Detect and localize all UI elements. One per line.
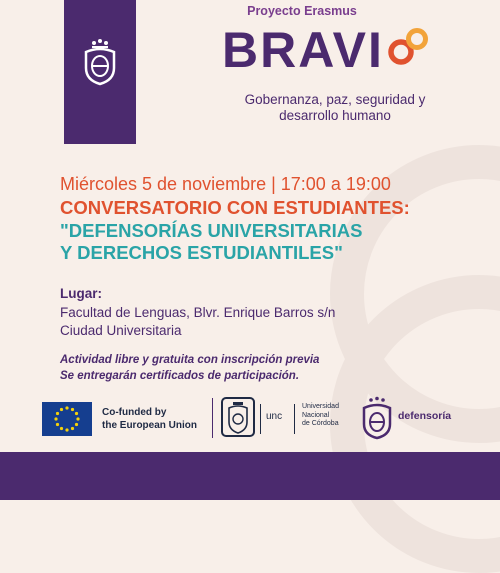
project-label: Proyecto Erasmus — [247, 4, 357, 18]
brand-circles-icon — [386, 25, 428, 69]
unc-full-name — [302, 403, 339, 429]
defensoria-wordmark: defensoría — [398, 410, 452, 422]
project-subtitle — [210, 92, 460, 124]
venue-address — [60, 304, 480, 340]
note-line1: Actividad libre y gratuita con inscripción previa — [60, 354, 320, 366]
topic-line2: Y DERECHOS ESTUDIANTILES" — [60, 242, 343, 263]
unc-divider-2 — [294, 404, 295, 434]
event-topic — [60, 220, 480, 264]
eu-line2: the European Union — [102, 420, 197, 431]
defensoria-seal-icon — [360, 396, 394, 440]
university-seal-icon — [82, 38, 118, 86]
unc-name-line3: de Córdoba — [302, 420, 339, 427]
venue-line2: Ciudad Universitaria — [60, 323, 182, 338]
unc-abbreviation: unc — [266, 411, 283, 422]
eu-cofunded-text — [102, 406, 197, 432]
bravio-logo — [222, 20, 428, 80]
eu-line1: Co-funded by — [102, 407, 167, 418]
topic-line1: "DEFENSORÍAS UNIVERSITARIAS — [60, 220, 363, 241]
unc-name-line2: Nacional — [302, 411, 330, 419]
venue-line1: Facultad de Lenguas, Blvr. Enrique Barros s/n — [60, 305, 336, 320]
unc-divider — [260, 404, 261, 434]
event-notes — [60, 352, 319, 384]
footer-band — [0, 452, 500, 500]
subtitle-line1: Gobernanza, paz, seguridad y — [244, 92, 426, 107]
subtitle-line2: desarrollo humano — [279, 108, 391, 123]
unc-seal-icon — [220, 396, 256, 438]
seal-banner — [64, 0, 136, 144]
venue-label: Lugar: — [60, 286, 102, 301]
brand-wordmark: BRAVI — [222, 22, 384, 78]
logo-divider — [212, 398, 213, 438]
event-title: CONVERSATORIO CON ESTUDIANTES: — [60, 197, 410, 218]
event-date-time: Miércoles 5 de noviembre | 17:00 a 19:00 — [60, 174, 391, 194]
unc-name-line1: Universidad — [302, 403, 339, 410]
note-line2: Se entregarán certificados de participación. — [60, 370, 300, 382]
eu-flag-icon — [42, 402, 92, 436]
